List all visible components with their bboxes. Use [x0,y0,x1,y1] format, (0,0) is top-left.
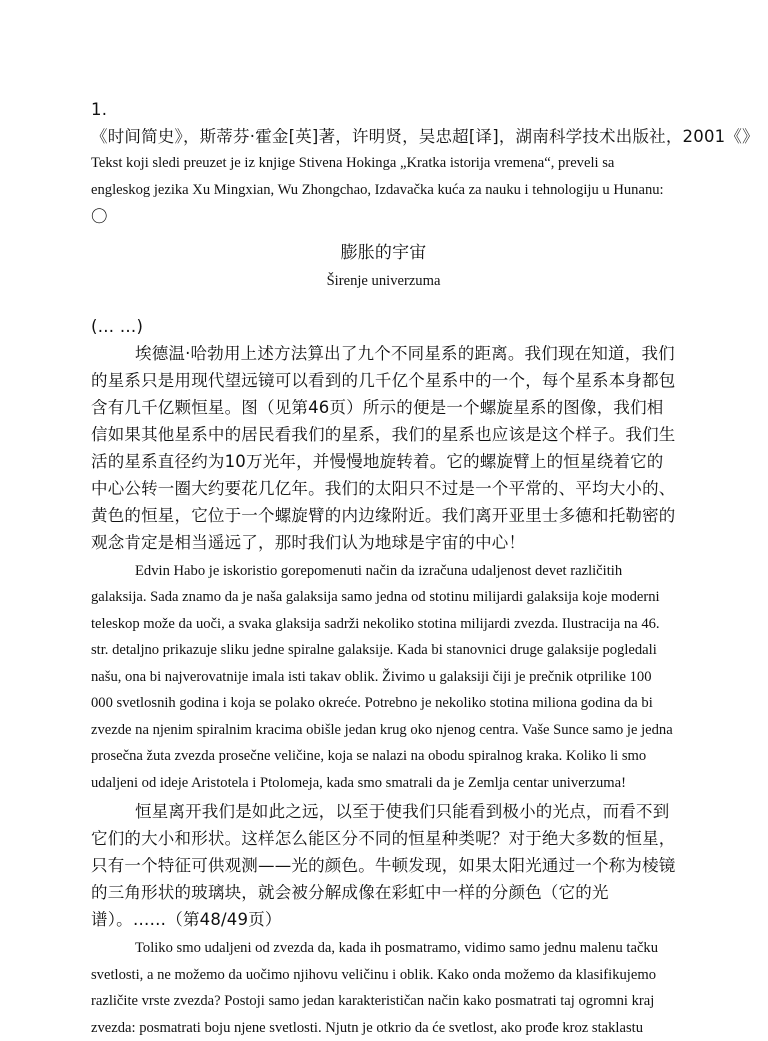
paragraph-2-serbian: Toliko smo udaljeni od zvezda da, kada ih posmatramo, vidimo samo jednu malenu tačku svetlosti, a ne možemo da uočimo njihovu veličinu i oblik. Kako onda možemo da klasifikujemo različite vrste zvezda? Postoji samo jedan karakterističan način kako posmatrati taj ogromni kraj zvezda: posmatrati boju njene svetlosti. Njutn je otkrio da će svetlost, ako prođe kroz staklastu [91,940,659,1036]
chapter-title-chinese: 膨胀的宇宙 [340,243,427,263]
paragraph-1-serbian: Edvin Habo je iskoristio gorepomenuti način da izračuna udaljenost devet različitih galaksija. Sada znamo da je naša galaksija samo jedna od stotinu milijardi galaksija koje moderni teleskop može da uoči, a svaka glaksija sadrži nekoliko stotina milijardi zvezda. Ilustracija na 46. str. detaljno prikazuje sliku jedne spiralne galaksije. Kada bi stanovnici druge galaksije pogledali našu, ona bi najverovatnije imala isti takav oblik. Živimo u galaksiji čiji je prečnik otprilike 100 000 svetlosnih godina i koja se polako okreće. Potrebno je nekoliko stotina miliona godina da bi zvezde na njenim spiralnim kracima obišle jedan krug oko njenog centra. Vaše Sunce samo je jedna prosečna žuta zvezda prosečne veličine, koja se nalazi na obodu spiralnog kraka. Koliko li smo udaljeni od ideje Aristotela i Ptolomeja, kada smo smatrali da je Zemlja centar univerzuma! [91,562,673,791]
omission-marker: (… …) [91,316,144,336]
paragraph-1-chinese: 埃德温·哈勃用上述方法算出了九个不同星系的距离。我们现在知道，我们的星系只是用现代望远镜可以看到的几千亿个星系中的一个，每个星系本身都包含有几千亿颗恒星。图（见第46页）所示的便是一个螺旋星系的图像，我们相信如果其他星系中的居民看我们的星系，我们的星系也应该是这个样子。我们生活的星系直径约为10万光年，并慢慢地旋转着。它的螺旋臂上的恒星绕着它的中心公转一圈大约要花几亿年。我们的太阳只不过是一个平常的、平均大小的、黄色的恒星，它位于一个螺旋臂的内边缘附近。我们离开亚里士多德和托勒密的观念肯定是相当遥远了，那时我们认为地球是宇宙的中心！ [91,343,676,552]
document-page [91,96,759,1041]
paragraph-2-chinese: 恒星离开我们是如此之远，以至于使我们只能看到极小的光点，而看不到它们的大小和形状。这样怎么能区分不同的恒星种类呢？对于绝大多数的恒星，只有一个特征可供观测——光的颜色。牛顿发现，如果太阳光通过一个称为棱镜的三角形状的玻璃块，就会被分解成像在彩虹中一样的分颜色（它的光谱）。……（第48/49页） [91,802,676,929]
blank-placeholder-mark: 〇 [91,207,108,226]
source-citation-chinese: 《时间简史》，斯蒂芬·霍金[英]著，许明贤，吴忠超[译]，湖南科学技术出版社，2001《》 [91,127,759,146]
chapter-title-serbian: Širenje univerzuma [326,273,441,289]
section-number: 1. [91,100,108,119]
source-citation-serbian: Tekst koji sledi preuzet je iz knjige Stivena Hokinga „Kratka istorija vremena“, preveli sa engleskog jezika Xu Mingxian, Wu Zhongchao, Izdavačka kuća za nauku i tehnologiju u Hunanu: [91,155,664,198]
